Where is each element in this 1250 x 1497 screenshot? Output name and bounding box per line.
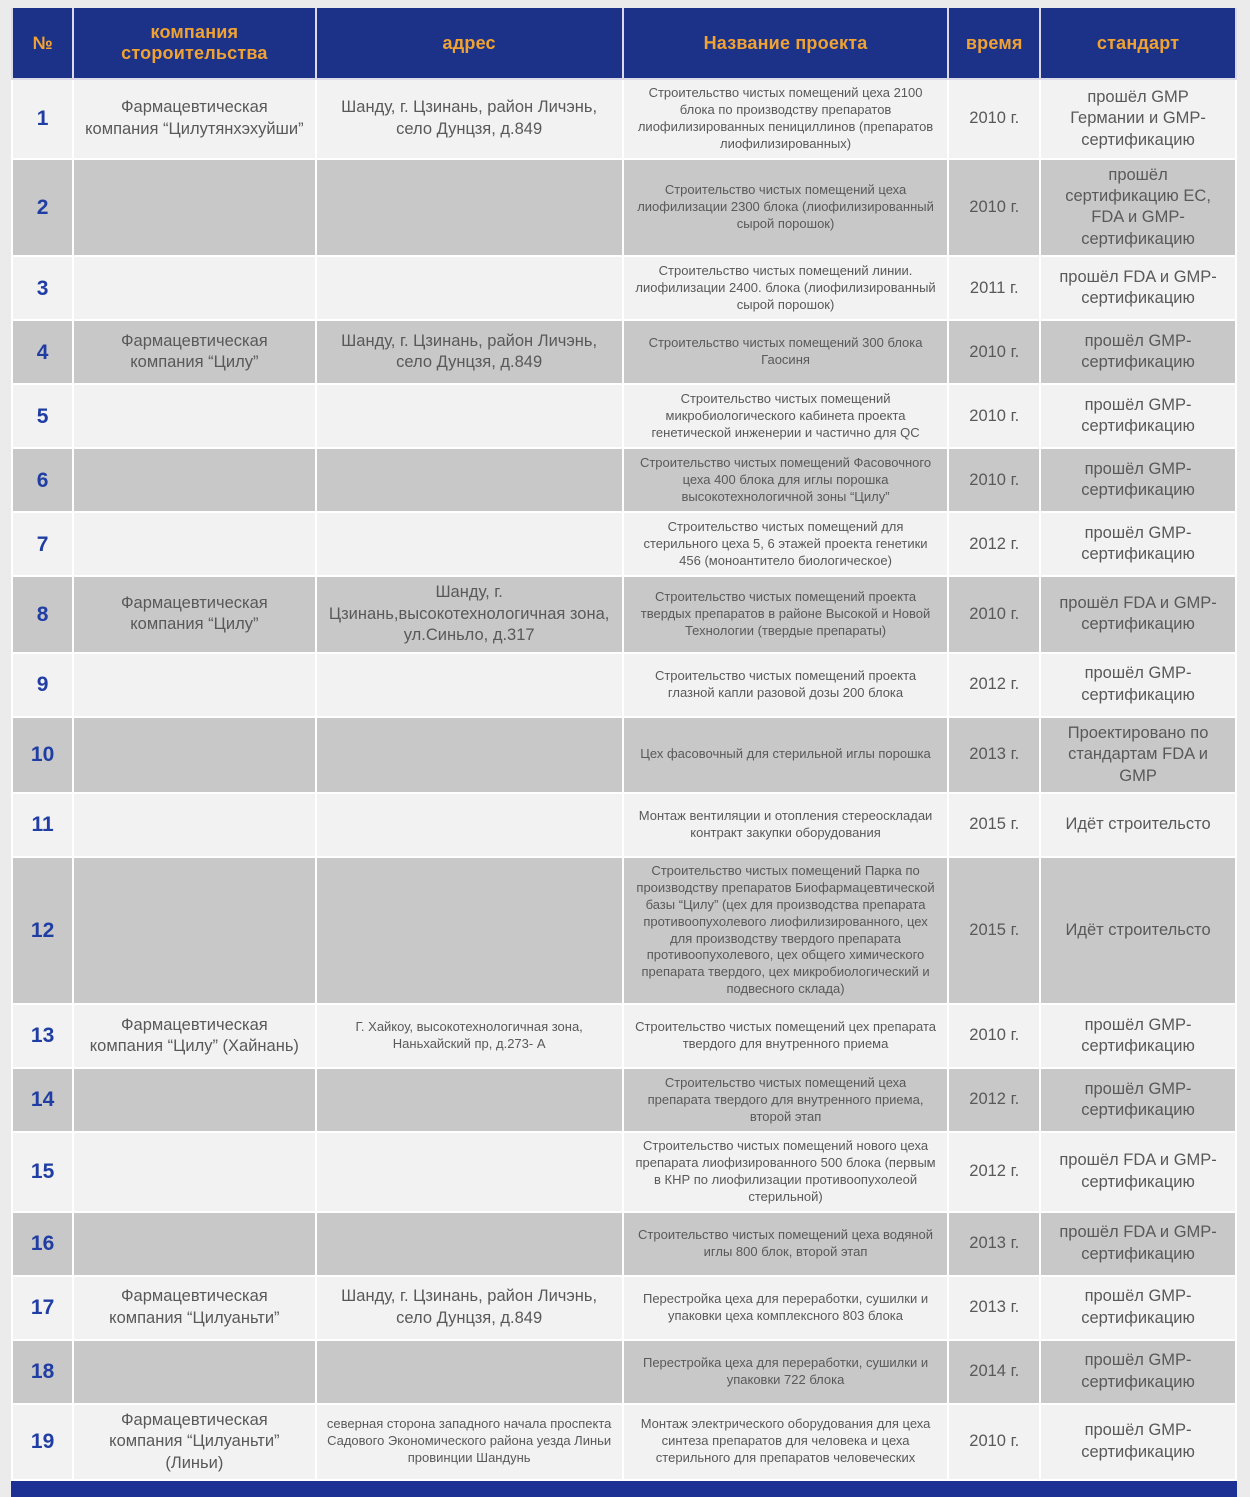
standard-cell: прошёл GMP-сертификацию	[1040, 1404, 1236, 1480]
company-cell	[73, 256, 315, 320]
address-cell: Г. Хайкоу, высокотехнологичная зона, Наньхайский пр, д.273- А	[316, 1004, 623, 1068]
time-cell: 2015 г.	[948, 857, 1040, 1004]
project-cell: Монтаж вентиляции и отопления стереоскладаи контракт закупки оборудования	[623, 793, 949, 857]
address-cell: Шанду, г. Цзинань, район Личэнь, село Дунцзя, д.849	[316, 79, 623, 159]
company-cell	[73, 159, 315, 257]
address-cell	[316, 717, 623, 793]
num-cell: 5	[12, 384, 73, 448]
table-row	[12, 256, 1236, 320]
project-cell: Строительство чистых помещений проекта твердых препаратов в районе Высокой и Новой Технологии (твердые препараты)	[623, 576, 949, 652]
num-cell: 11	[12, 793, 73, 857]
address-cell	[316, 512, 623, 576]
standard-cell: прошёл GMP-сертификацию	[1040, 320, 1236, 384]
num-cell: 13	[12, 1004, 73, 1068]
standard-cell: Идёт строительсто	[1040, 793, 1236, 857]
project-cell: Строительство чистых помещений цеха препарата твердого для внутренного приема, второй этап	[623, 1068, 949, 1132]
project-cell: Строительство чистых помещений цеха водяной иглы 800 блок, второй этап	[623, 1212, 949, 1276]
address-cell	[316, 793, 623, 857]
col-header-time: время	[948, 8, 1040, 79]
standard-cell: Идёт строительсто	[1040, 857, 1236, 1004]
num-cell: 16	[12, 1212, 73, 1276]
project-cell: Строительство чистых помещений цеха 2100 блока по производству препаратов лиофилизированных пенициллинов (препаратов лиофилизированных)	[623, 79, 949, 159]
time-cell: 2010 г.	[948, 448, 1040, 512]
time-cell: 2012 г.	[948, 1068, 1040, 1132]
num-cell: 10	[12, 717, 73, 793]
num-cell: 1	[12, 79, 73, 159]
standard-cell: прошёл GMP-сертификацию	[1040, 384, 1236, 448]
time-cell: 2010 г.	[948, 79, 1040, 159]
col-header-standard: стандарт	[1040, 8, 1236, 79]
project-cell: Строительство чистых помещений проекта глазной капли разовой дозы 200 блока	[623, 653, 949, 717]
company-cell: Фармацевтическая компания “Цилуаньти”	[73, 1276, 315, 1340]
time-cell: 2010 г.	[948, 384, 1040, 448]
project-cell: Строительство чистых помещений нового цеха препарата лиофизированного 500 блока (первым в КНР по лиофилизации противоопухолеой стерильной)	[623, 1132, 949, 1212]
table-body	[12, 79, 1236, 1480]
table-row	[12, 857, 1236, 1004]
standard-cell: прошёл FDA и GMP-сертификацию	[1040, 256, 1236, 320]
table-row	[12, 1340, 1236, 1404]
time-cell: 2010 г.	[948, 159, 1040, 257]
company-cell	[73, 857, 315, 1004]
project-cell: Перестройка цеха для переработки, сушилки и упаковки цеха комплексного 803 блока	[623, 1276, 949, 1340]
company-cell	[73, 512, 315, 576]
table-row	[12, 448, 1236, 512]
address-cell: северная сторона западного начала проспекта Садового Экономического района уезда Линьи провинции Шандунь	[316, 1404, 623, 1480]
project-cell: Цех фасовочный для стерильной иглы порошка	[623, 717, 949, 793]
standard-cell: прошёл GMP-сертификацию	[1040, 1276, 1236, 1340]
table-row	[12, 1276, 1236, 1340]
company-cell	[73, 384, 315, 448]
num-cell: 14	[12, 1068, 73, 1132]
col-header-address: адрес	[316, 8, 623, 79]
table-header	[12, 8, 1236, 79]
num-cell: 9	[12, 653, 73, 717]
address-cell	[316, 857, 623, 1004]
company-cell	[73, 448, 315, 512]
num-cell: 4	[12, 320, 73, 384]
time-cell: 2013 г.	[948, 1276, 1040, 1340]
address-cell	[316, 159, 623, 257]
time-cell: 2012 г.	[948, 1132, 1040, 1212]
company-cell: Фармацевтическая компания “Цилу” (Хайнань)	[73, 1004, 315, 1068]
table-row	[12, 384, 1236, 448]
num-cell: 2	[12, 159, 73, 257]
time-cell: 2010 г.	[948, 1404, 1040, 1480]
table-row	[12, 1404, 1236, 1480]
num-cell: 8	[12, 576, 73, 652]
time-cell: 2010 г.	[948, 1004, 1040, 1068]
num-cell: 19	[12, 1404, 73, 1480]
time-cell: 2013 г.	[948, 717, 1040, 793]
table-row	[12, 576, 1236, 652]
table-row	[12, 79, 1236, 159]
standard-cell: прошёл GMP-сертификацию	[1040, 448, 1236, 512]
standard-cell: прошёл FDA и GMP-сертификацию	[1040, 1132, 1236, 1212]
table-row	[12, 1068, 1236, 1132]
num-cell: 17	[12, 1276, 73, 1340]
project-cell: Строительство чистых помещений линии. лиофилизации 2400. блока (лиофилизированный сырой порошок)	[623, 256, 949, 320]
table-row	[12, 1004, 1236, 1068]
address-cell: Шанду, г. Цзинань,высокотехнологичная зона, ул.Синьло, д.317	[316, 576, 623, 652]
table-row	[12, 653, 1236, 717]
address-cell	[316, 653, 623, 717]
project-cell: Строительство чистых помещений цех препарата твердого для внутренного приема	[623, 1004, 949, 1068]
address-cell: Шанду, г. Цзинань, район Личэнь, село Дунцзя, д.849	[316, 1276, 623, 1340]
standard-cell: прошёл GMP Германии и GMP-сертификацию	[1040, 79, 1236, 159]
num-cell: 12	[12, 857, 73, 1004]
table-row	[12, 717, 1236, 793]
company-cell: Фармацевтическая компания “Цилу”	[73, 576, 315, 652]
project-cell: Строительство чистых помещений цеха лиофилизации 2300 блока (лиофилизированный сырой порошок)	[623, 159, 949, 257]
project-cell: Строительство чистых помещений для стерильного цеха 5, 6 этажей проекта генетики 456 (моноантитело биологическое)	[623, 512, 949, 576]
standard-cell: прошёл GMP-сертификацию	[1040, 1068, 1236, 1132]
address-cell	[316, 448, 623, 512]
col-header-num: №	[12, 8, 73, 79]
project-cell: Строительство чистых помещений Фасовочного цеха 400 блока для иглы порошка высокотехнологичной зоны “Цилу”	[623, 448, 949, 512]
time-cell: 2012 г.	[948, 512, 1040, 576]
time-cell: 2015 г.	[948, 793, 1040, 857]
project-cell: Строительство чистых помещений микробиологического кабинета проекта генетической инженерии и частично для QC	[623, 384, 949, 448]
project-cell: Монтаж электрического оборудования для цеха синтеза препаратов для человека и цеха стерильного для препаратов человеческих	[623, 1404, 949, 1480]
num-cell: 15	[12, 1132, 73, 1212]
projects-table	[11, 8, 1237, 1481]
address-cell	[316, 1212, 623, 1276]
company-cell	[73, 793, 315, 857]
table-row	[12, 159, 1236, 257]
company-cell	[73, 1132, 315, 1212]
project-cell: Строительство чистых помещений 300 блока Гаосиня	[623, 320, 949, 384]
standard-cell: прошёл сертификацию ЕС, FDA и GMP-сертификацию	[1040, 159, 1236, 257]
bottom-accent-bar	[11, 1481, 1237, 1497]
company-cell: Фармацевтическая компания “Цилутянхэхуйши”	[73, 79, 315, 159]
header-row	[12, 8, 1236, 79]
num-cell: 3	[12, 256, 73, 320]
table-row	[12, 320, 1236, 384]
address-cell	[316, 1340, 623, 1404]
standard-cell: прошёл FDA и GMP-сертификацию	[1040, 1212, 1236, 1276]
table-row	[12, 1212, 1236, 1276]
table-row	[12, 793, 1236, 857]
time-cell: 2010 г.	[948, 576, 1040, 652]
table-row	[12, 1132, 1236, 1212]
company-cell	[73, 717, 315, 793]
col-header-project: Название проекта	[623, 8, 949, 79]
company-cell: Фармацевтическая компания “Цилу”	[73, 320, 315, 384]
standard-cell: прошёл FDA и GMP-сертификацию	[1040, 576, 1236, 652]
col-header-company: компания стороительства	[73, 8, 315, 79]
num-cell: 6	[12, 448, 73, 512]
time-cell: 2014 г.	[948, 1340, 1040, 1404]
address-cell	[316, 1132, 623, 1212]
project-cell: Перестройка цеха для переработки, сушилки и упаковки 722 блока	[623, 1340, 949, 1404]
company-cell	[73, 1212, 315, 1276]
table-row	[12, 512, 1236, 576]
project-cell: Строительство чистых помещений Парка по производству препаратов Биофармацевтической базы “Цилу” (цех для производства препарата противоопухолевого лиофилизированного, цех для производству твердого препарата противоопухолевого, цех общего химического препарата твердого, цех микробиологический и подвесного склада)	[623, 857, 949, 1004]
company-cell	[73, 653, 315, 717]
standard-cell: прошёл GMP-сертификацию	[1040, 1004, 1236, 1068]
address-cell	[316, 256, 623, 320]
address-cell	[316, 1068, 623, 1132]
time-cell: 2013 г.	[948, 1212, 1040, 1276]
company-cell	[73, 1068, 315, 1132]
time-cell: 2012 г.	[948, 653, 1040, 717]
time-cell: 2010 г.	[948, 320, 1040, 384]
company-cell: Фармацевтическая компания “Цилуаньти” (Линьи)	[73, 1404, 315, 1480]
address-cell	[316, 384, 623, 448]
standard-cell: Проектировано по стандартам FDA и GMP	[1040, 717, 1236, 793]
address-cell: Шанду, г. Цзинань, район Личэнь, село Дунцзя, д.849	[316, 320, 623, 384]
standard-cell: прошёл GMP-сертификацию	[1040, 1340, 1236, 1404]
num-cell: 7	[12, 512, 73, 576]
time-cell: 2011 г.	[948, 256, 1040, 320]
num-cell: 18	[12, 1340, 73, 1404]
standard-cell: прошёл GMP-сертификацию	[1040, 653, 1236, 717]
standard-cell: прошёл GMP-сертификацию	[1040, 512, 1236, 576]
company-cell	[73, 1340, 315, 1404]
